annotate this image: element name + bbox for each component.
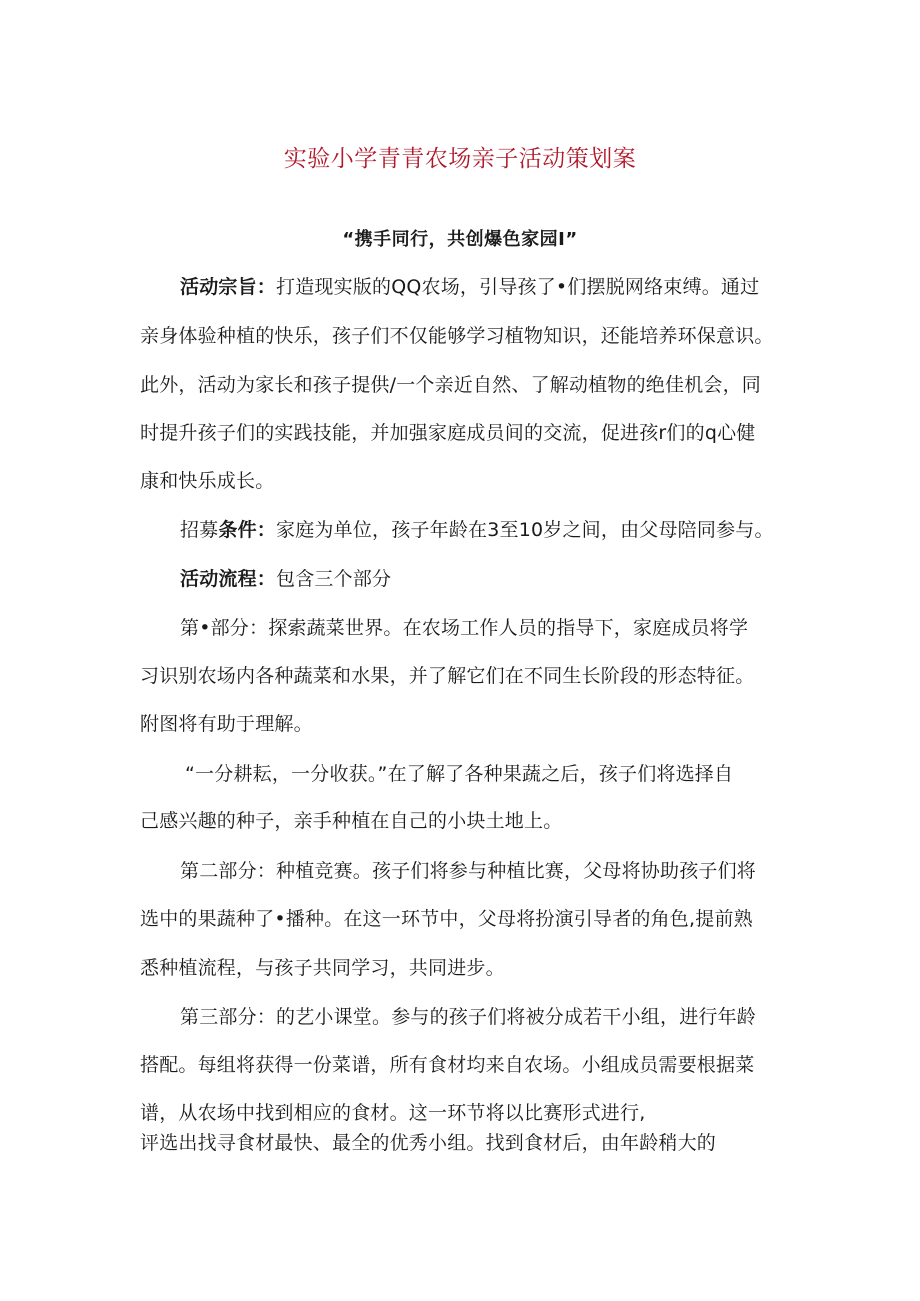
document-subtitle: “携手同行，共创爆色家园I”	[342, 229, 578, 250]
purpose-line-1	[180, 272, 759, 299]
quote-line-2: 己感兴趣的种子，亲手种植在自己的小块土地上。	[140, 810, 563, 832]
part3-line-4: 评选出找寻食材最快、最全的优秀小组。找到食材后，由年龄稍大的	[140, 1132, 717, 1154]
part1-line-2: 习识别农场内各种蔬菜和水果，并了解它们在不同生长阶段的形态特征。	[140, 665, 755, 687]
recruit-label-prefix: 招募	[180, 519, 219, 541]
part2-line-1: 第二部分：种植竞赛。孩子们将参与种植比赛，父母将协助孩子们将	[180, 860, 757, 882]
purpose-line-4: 时提升孩子们的实践技能，并加强家庭成员间的交流，促进孩r们的q心健	[140, 422, 756, 444]
recruit-line	[180, 515, 774, 542]
part3-line-3: 谱，从农场中找到相应的食材。这一环节将以比赛形式进行,	[140, 1102, 646, 1124]
part3-line-1: 第三部分：的艺小课堂。参与的孩子们将被分成若干小组，进行年龄	[180, 1006, 757, 1028]
recruit-text: 家庭为单位，孩子年龄在3至10岁之间，由父母陪同参与。	[276, 519, 774, 541]
part2-line-2: 选中的果蔬种了•播种。在这一环节中，父母将扮演引导者的角色,提前熟	[140, 908, 753, 930]
purpose-line-3: 此外，活动为家长和孩子提供/一个亲近自然、了解动植物的绝佳机会，同	[140, 374, 762, 396]
part1-line-1: 第•部分：探索蔬菜世界。在农场工作人员的指导下，家庭成员将学	[180, 617, 749, 639]
purpose-label: 活动宗旨：	[180, 276, 277, 298]
process-label: 活动流程：	[180, 568, 277, 590]
purpose-text-1: 打造现实版的QQ农场，引导孩了•们摆脱网络束缚。通过	[276, 276, 760, 298]
part2-line-3: 悉种植流程，与孩子共同学习，共同进步。	[140, 957, 505, 979]
purpose-line-2: 亲身体验种植的快乐，孩子们不仅能够学习植物知识，还能培养环保意识。	[140, 325, 774, 347]
quote-line-1: “一分耕耘，一分收获。”在了解了各种果蔬之后，孩子们将选择自	[185, 763, 734, 785]
process-text: 包含三个部分	[276, 568, 392, 590]
recruit-label-bold: 条件：	[218, 519, 277, 541]
process-line	[180, 564, 391, 591]
document-title: 实验小学青青农场亲子活动策划案	[283, 146, 637, 172]
part3-line-2: 搭配。每组将获得一份菜谱，所有食材均来自农场。小组成员需要根据菜	[140, 1054, 755, 1076]
purpose-line-5: 康和快乐成长。	[140, 470, 275, 492]
part1-line-3: 附图将有助于理解。	[140, 713, 313, 735]
